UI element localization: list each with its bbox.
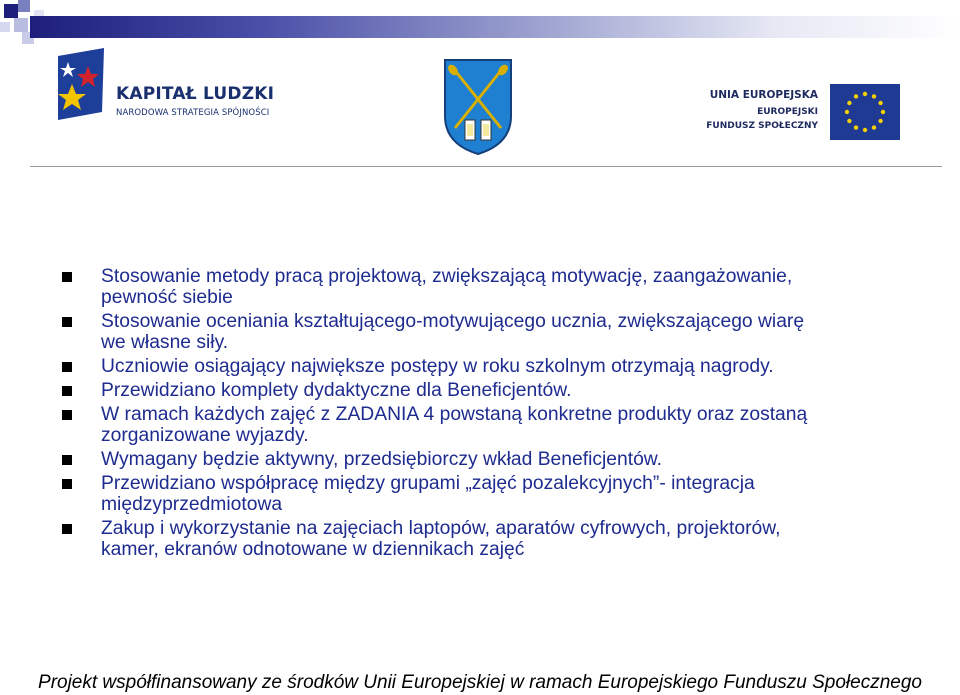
bullet-square-icon [62, 272, 72, 282]
bullet-item [62, 518, 942, 560]
bullet-line: zorganizowane wyjazdy. [101, 425, 309, 446]
bullet-square-icon [62, 386, 72, 396]
bullet-item [62, 380, 942, 401]
bullet-line: Przewidziano komplety dydaktyczne dla Beneficjentów. [101, 380, 572, 401]
eu-star-icon [854, 125, 858, 129]
bullet-square-icon [62, 479, 72, 489]
eu-star-icon [863, 128, 867, 132]
bullet-line: pewność siebie [101, 287, 233, 308]
kapital-ludzki-title: KAPITAŁ LUDZKI [116, 84, 275, 104]
bullet-item [62, 473, 942, 515]
bullet-line: Przewidziano współpracę między grupami „zajęć pozalekcyjnych”- integracja [101, 473, 755, 494]
bullet-square-icon [62, 410, 72, 420]
bullet-line: Wymagany będzie aktywny, przedsiębiorczy wkład Beneficjentów. [101, 449, 663, 470]
bullet-line: międzyprzedmiotowa [101, 494, 283, 515]
bullet-item [62, 449, 942, 470]
eu-star-icon [845, 110, 849, 114]
eu-logo-line3: FUNDUSZ SPOŁECZNY [706, 121, 818, 131]
eu-star-icon [847, 119, 851, 123]
eu-star-icon [881, 110, 885, 114]
eu-logo [690, 66, 916, 156]
bullet-line: Stosowanie oceniania kształtującego-motywującego ucznia, zwiększającego wiarę [101, 311, 805, 332]
bullet-line: kamer, ekranów odnotowane w dziennikach zajęć [101, 539, 525, 560]
bullet-item [62, 266, 942, 308]
bullet-line: Stosowanie metody pracą projektową, zwiększającą motywację, zaangażowanie, [101, 266, 793, 287]
eu-star-icon [878, 119, 882, 123]
bullet-square-icon [62, 524, 72, 534]
eu-star-icon [872, 94, 876, 98]
bullet-item [62, 404, 942, 446]
eu-star-icon [872, 125, 876, 129]
bullet-line: W ramach każdych zajęć z ZADANIA 4 powstaną konkretne produkty oraz zostaną [101, 404, 808, 425]
bullet-item [62, 356, 942, 377]
bullet-square-icon [62, 317, 72, 327]
eu-star-icon [854, 94, 858, 98]
bullet-list [62, 266, 942, 563]
kapital-ludzki-logo [58, 48, 275, 148]
eu-star-icon [863, 92, 867, 96]
bullet-line: we własne siły. [101, 332, 229, 353]
bullet-item [62, 311, 942, 353]
bullet-square-icon [62, 362, 72, 372]
bullet-line: Zakup i wykorzystanie na zajęciach laptopów, aparatów cyfrowych, projektorów, [101, 518, 781, 539]
eu-logo-line1: UNIA EUROPEJSKA [709, 89, 818, 101]
header-gradient-band [30, 16, 960, 38]
bullet-line: Uczniowie osiągający największe postępy w roku szkolnym otrzymają nagrody. [101, 356, 774, 377]
eu-logo-line2: EUROPEJSKI [757, 107, 818, 117]
footer-text: Projekt współfinansowany ze środków Unii Europejskiej w ramach Europejskiego Funduszu Społecznego [38, 672, 922, 693]
kapital-ludzki-subtitle: NARODOWA STRATEGIA SPÓJNOŚCI [116, 108, 270, 118]
coat-of-arms-icon [443, 58, 513, 156]
eu-star-icon [878, 101, 882, 105]
header-divider [30, 166, 942, 167]
bullet-square-icon [62, 455, 72, 465]
eu-flag-icon [830, 84, 900, 140]
eu-star-icon [847, 101, 851, 105]
